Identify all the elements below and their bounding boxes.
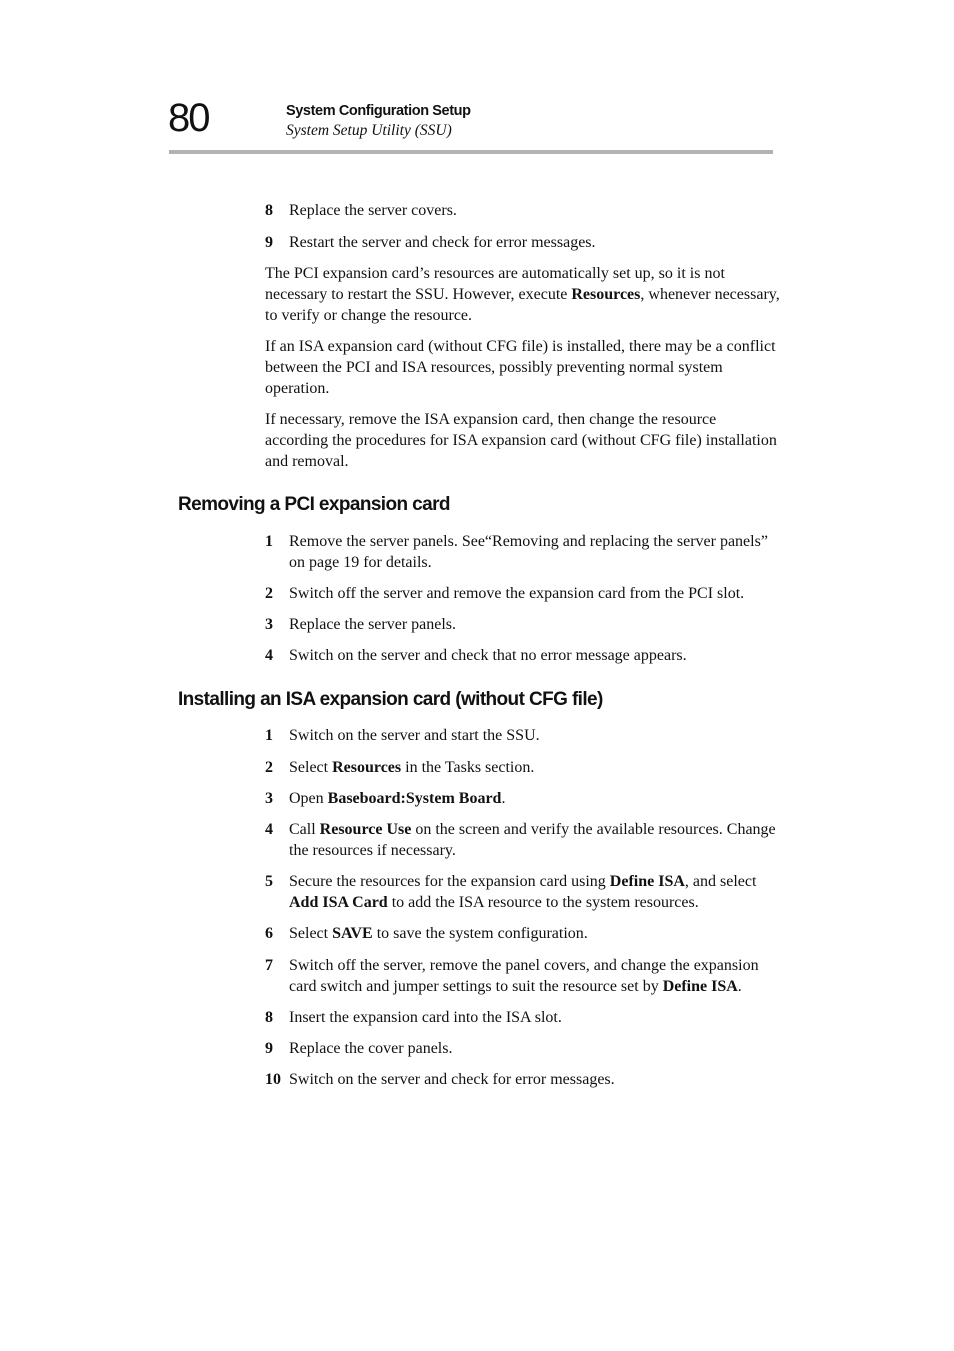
step-text: Switch on the server and check that no error message appears. <box>289 647 687 664</box>
header-subtitle: System Setup Utility (SSU) <box>286 122 452 139</box>
step-number: 3 <box>265 790 273 807</box>
step-number: 4 <box>265 821 273 838</box>
step-number: 1 <box>265 533 273 550</box>
text-bold: SAVE <box>332 925 373 942</box>
text-run: to save the system configuration. <box>372 925 588 942</box>
text-run: . <box>501 790 506 807</box>
step-text <box>289 819 785 861</box>
step-text: Restart the server and check for error messages. <box>289 234 596 251</box>
step-number: 7 <box>265 957 273 974</box>
step-text: Remove the server panels. See“Removing and replacing the server panels” on page 19 for details. <box>289 533 768 571</box>
text-bold: Define ISA <box>609 873 685 890</box>
step-number: 2 <box>265 585 273 602</box>
step-text <box>289 955 785 997</box>
paragraph-text: The PCI expansion card’s resources are automatically set up, so it is not necessary to restart the SSU. However, execute <box>265 265 725 303</box>
step-number: 4 <box>265 647 273 664</box>
paragraph: If necessary, remove the ISA expansion card, then change the resource according the procedures for ISA expansion card (without CFG file) installation and removal. <box>265 411 777 470</box>
step-number: 8 <box>265 202 273 219</box>
section-heading: Removing a PCI expansion card <box>178 494 450 515</box>
step-text: Replace the server panels. <box>289 616 457 633</box>
text-bold: Resources <box>332 759 402 776</box>
step-text <box>289 923 785 944</box>
page-number: 80 <box>168 96 209 140</box>
step-number: 6 <box>265 925 273 942</box>
step-text: Switch on the server and start the SSU. <box>289 727 540 744</box>
step-number: 8 <box>265 1009 273 1026</box>
step-text: Switch off the server and remove the expansion card from the PCI slot. <box>289 585 745 602</box>
step-text: Switch on the server and check for error messages. <box>289 1071 615 1088</box>
step-number: 9 <box>265 234 273 251</box>
text-bold: Define ISA <box>662 978 738 995</box>
text-bold: Add ISA Card <box>289 894 388 911</box>
text-run: in the Tasks section. <box>401 759 535 776</box>
step-text <box>289 757 785 778</box>
text-run: Select <box>289 759 333 776</box>
step-number: 9 <box>265 1040 273 1057</box>
text-run: on the screen and verify the available resources. Change the resources if necessary. <box>289 821 776 859</box>
step-text <box>289 871 785 913</box>
paragraph: If an ISA expansion card (without CFG file) is installed, there may be a conflict between the PCI and ISA resources, possibly preventing normal system operation. <box>265 338 776 397</box>
text-bold: Baseboard:System Board <box>327 790 502 807</box>
text-run: Switch off the server, remove the panel covers, and change the expansion card switch and jumper settings to suit the resource set by <box>289 957 759 995</box>
paragraph-text: , whenever necessary, to verify or change the resource. <box>265 286 780 324</box>
text-run: Open <box>289 790 328 807</box>
text-run: to add the ISA resource to the system resources. <box>387 894 699 911</box>
header-rule <box>169 150 773 154</box>
text-run: , and select <box>684 873 757 890</box>
step-number: 5 <box>265 873 273 890</box>
text-run: Select <box>289 925 333 942</box>
paragraph <box>265 263 783 326</box>
step-text <box>289 788 785 809</box>
text-run: . <box>737 978 742 995</box>
step-number: 3 <box>265 616 273 633</box>
paragraph-bold: Resources <box>571 286 641 303</box>
text-bold: Resource Use <box>319 821 412 838</box>
step-text: Replace the server covers. <box>289 202 457 219</box>
step-text: Insert the expansion card into the ISA slot. <box>289 1009 562 1026</box>
step-text: Replace the cover panels. <box>289 1040 453 1057</box>
text-run: Secure the resources for the expansion card using <box>289 873 610 890</box>
section-heading: Installing an ISA expansion card (without CFG file) <box>178 689 603 710</box>
step-number: 10 <box>265 1071 281 1088</box>
step-number: 2 <box>265 759 273 776</box>
header-title: System Configuration Setup <box>286 103 471 119</box>
text-run: Call <box>289 821 320 838</box>
step-number: 1 <box>265 727 273 744</box>
